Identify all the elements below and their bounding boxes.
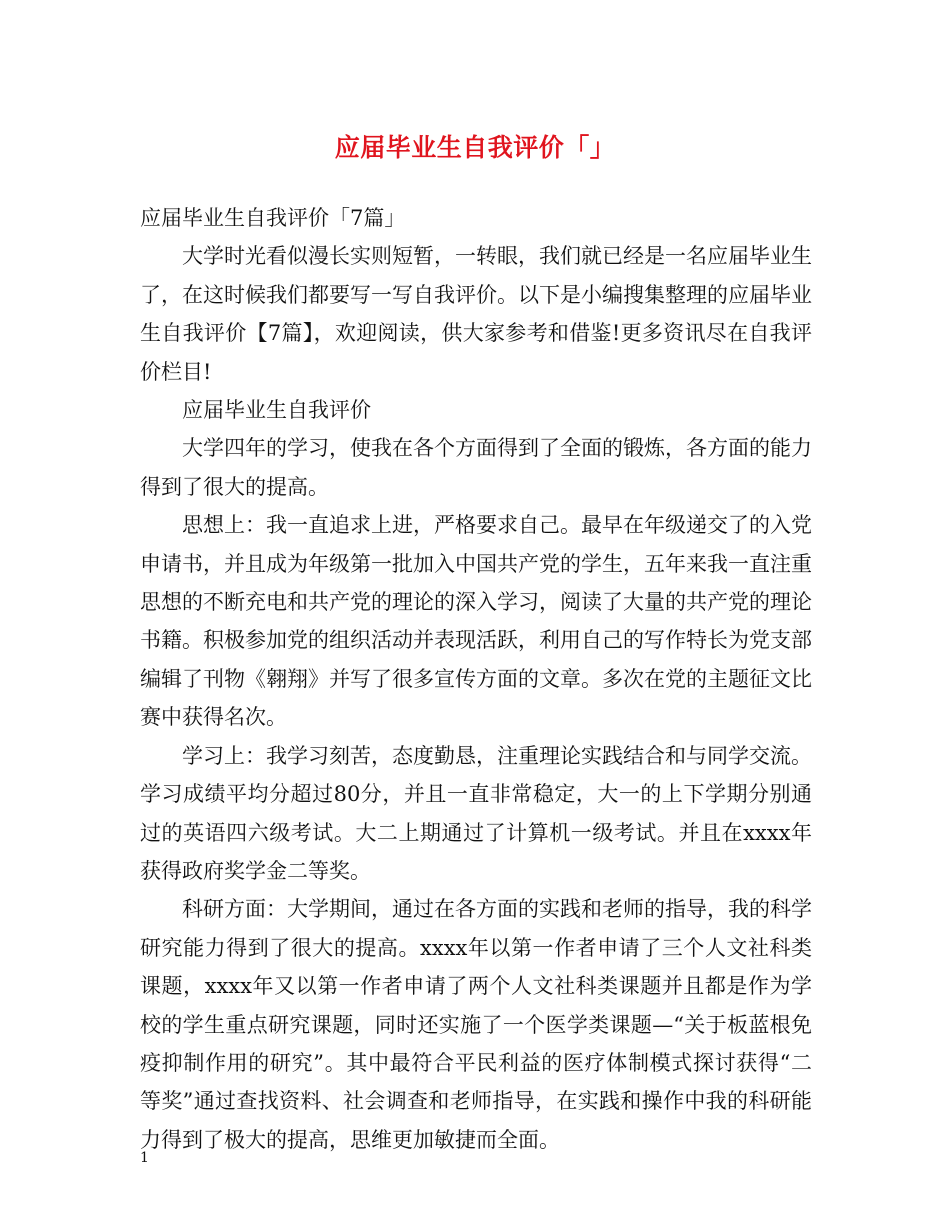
body-paragraph: 大学四年的学习，使我在各个方面得到了全面的锻炼，各方面的能力得到了很大的提高。: [140, 436, 812, 499]
document-body: [140, 199, 812, 1159]
body-paragraph: 思想上：我一直追求上进，严格要求自己。最早在年级递交了的入党申请书，并且成为年级第一批加入中国共产党的学生，五年来我一直注重思想的不断充电和共产党的理论的深入学习，阅读了大量的共产党的理论书籍。积极参加党的组织活动并表现活跃，利用自己的写作特长为党支部编辑了刊物《翱翔》并写了很多宣传方面的文章。多次在党的主题征文比赛中获得名次。: [140, 513, 812, 730]
intro-paragraph: 大学时光看似漫长实则短暂，一转眼，我们就已经是一名应届毕业生了，在这时候我们都要写一写自我评价。以下是小编搜集整理的应届毕业生自我评价【7篇】，欢迎阅读，供大家参考和借鉴!更多资讯尽在自我评价栏目!: [140, 244, 812, 384]
page-number: 1: [140, 1150, 149, 1166]
subtitle-paragraph: 应届毕业生自我评价「7篇」: [140, 206, 406, 230]
body-paragraph: 科研方面：大学期间，通过在各方面的实践和老师的指导，我的科学研究能力得到了很大的提高。xxxx年以第一作者申请了三个人文社科类课题，xxxx年又以第一作者申请了两个人文社科类课题并且都是作为学校的学生重点研究课题，同时还实施了一个医学类课题—“关于板蓝根免疫抑制作用的研究”。其中最符合平民利益的医疗体制模式探讨获得“二等奖”通过查找资料、社会调查和老师指导，在实践和操作中我的科研能力得到了极大的提高，思维更加敏捷而全面。: [140, 897, 812, 1152]
section-heading: 应届毕业生自我评价: [182, 398, 371, 423]
document-title: 应届毕业生自我评价「」: [334, 133, 616, 162]
body-paragraph: 学习上：我学习刻苦，态度勤恳，注重理论实践结合和与同学交流。学习成绩平均分超过80分，并且一直非常稳定，大一的上下学期分别通过的英语四六级考试。大二上期通过了计算机一级考试。并且在xxxx年获得政府奖学金二等奖。: [140, 743, 812, 883]
